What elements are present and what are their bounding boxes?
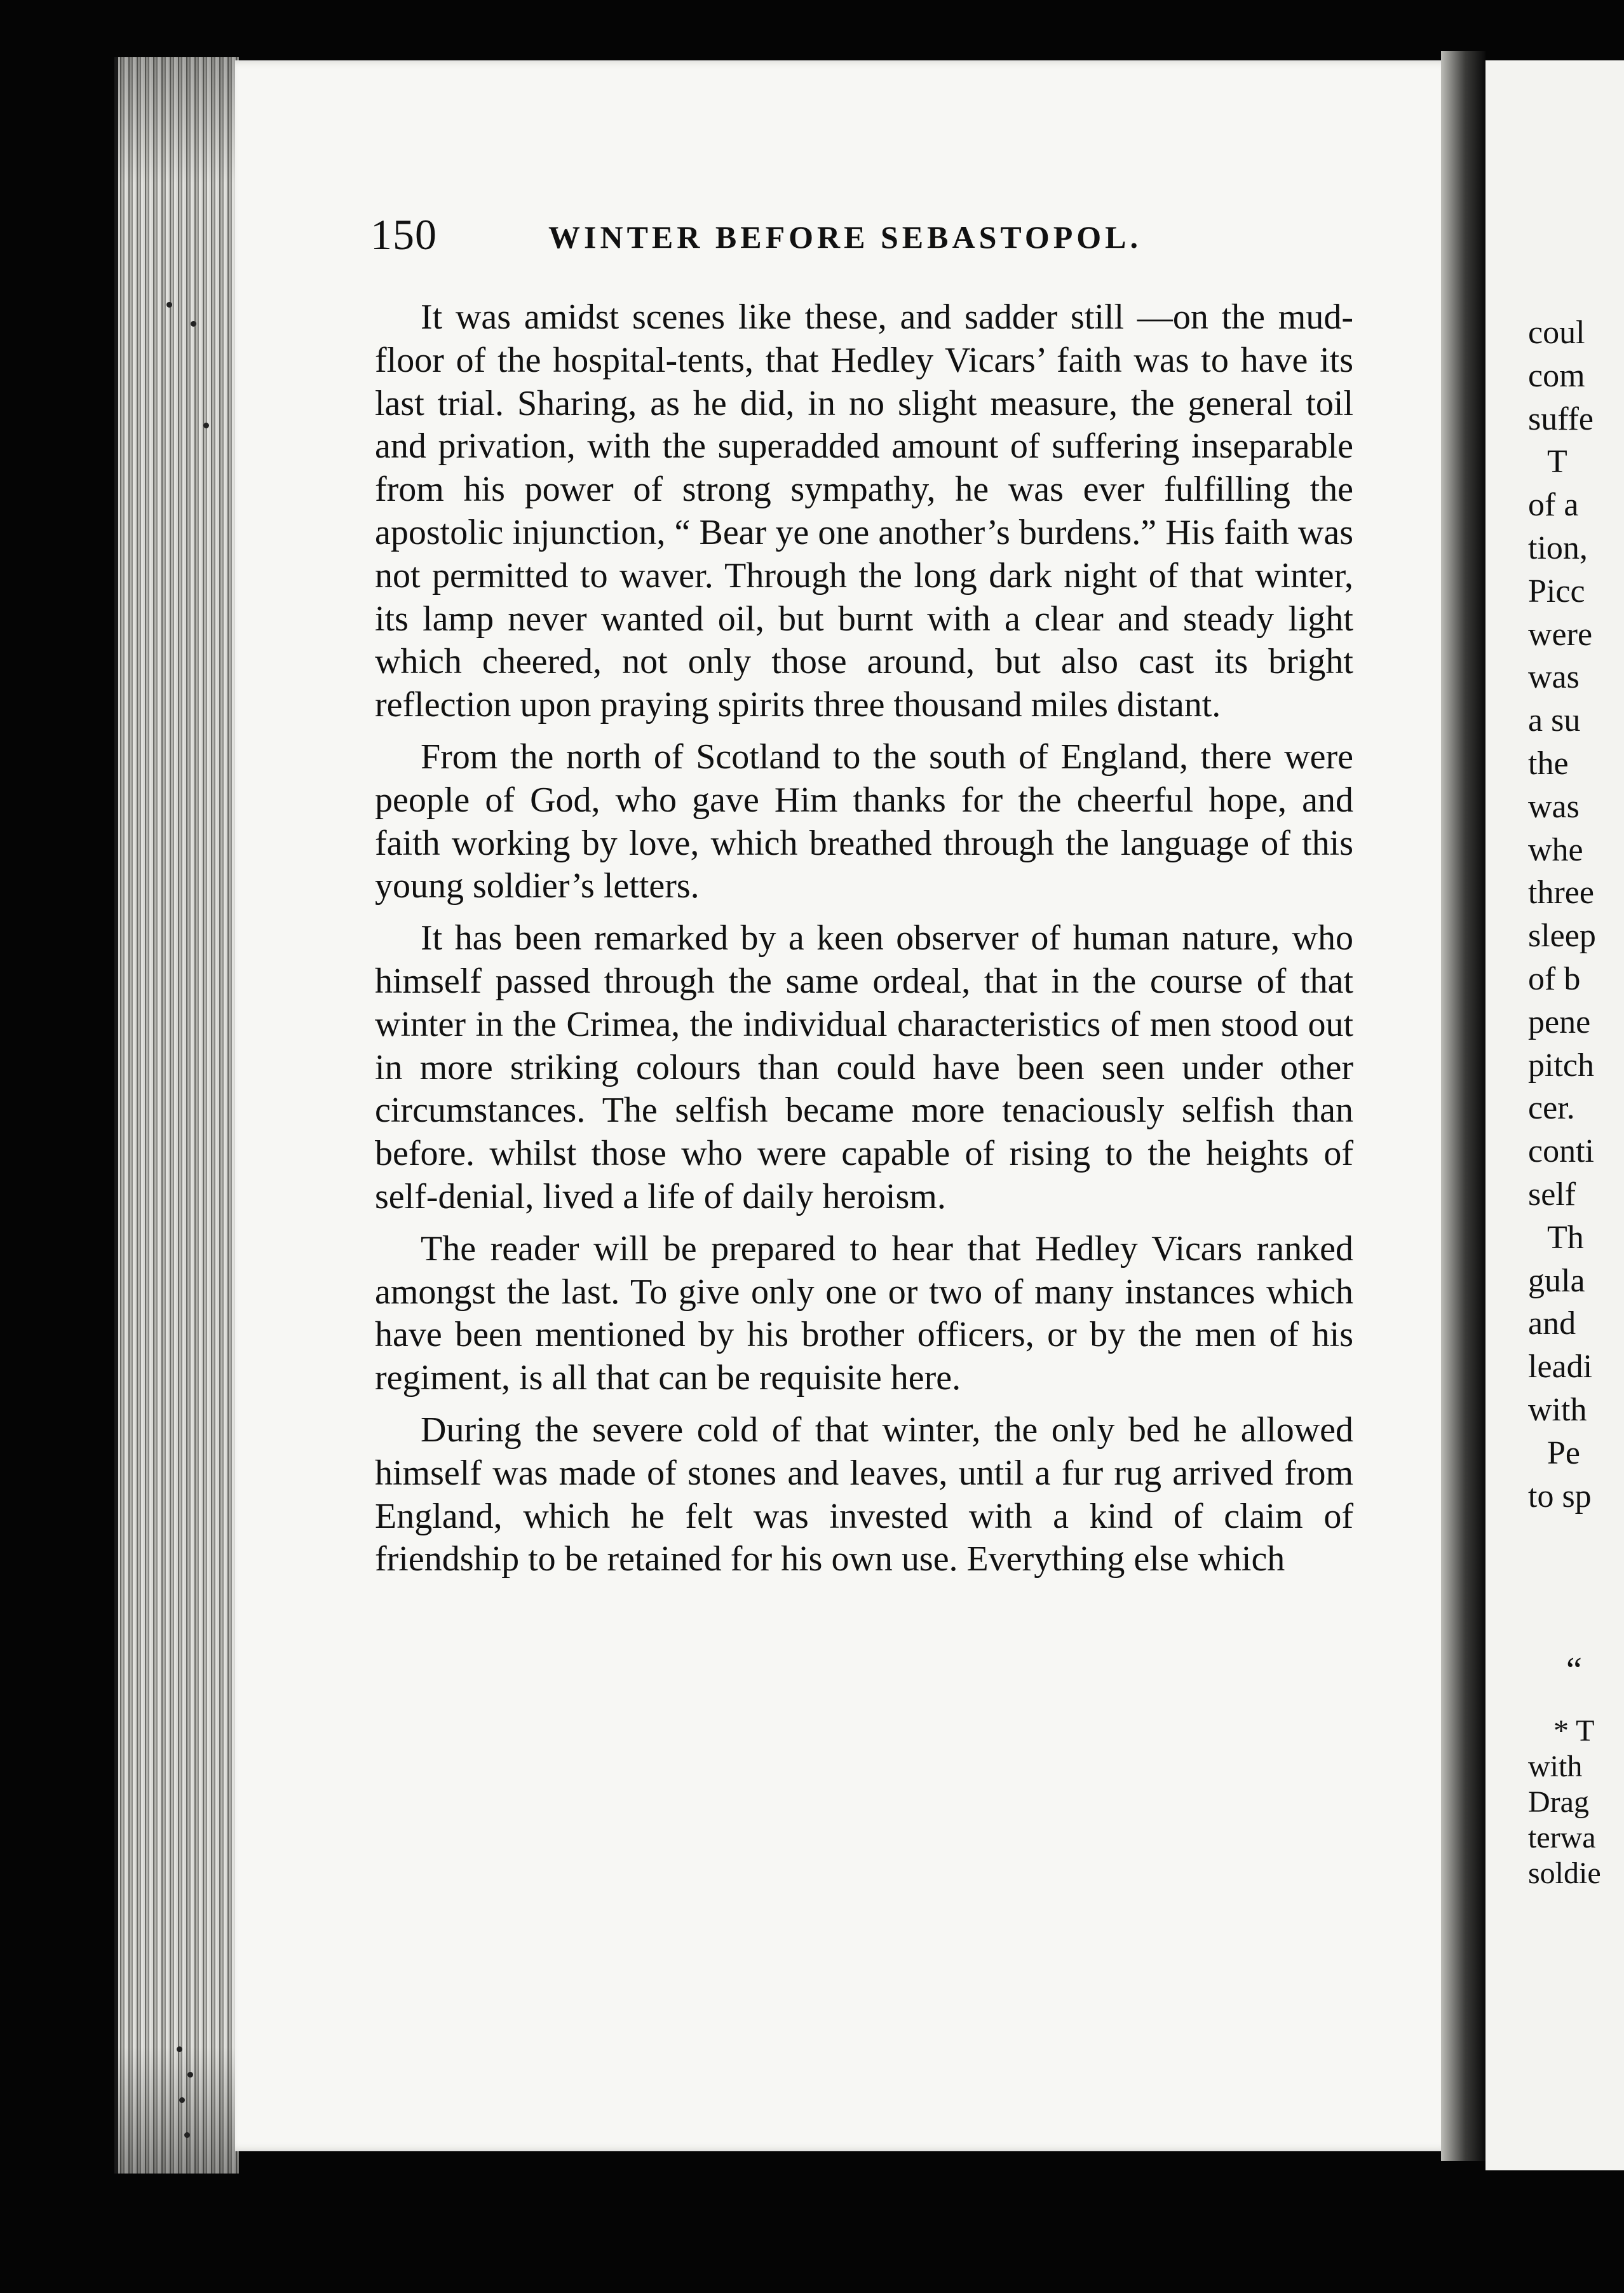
text-fragment: a su [1528,702,1581,739]
opposite-page-text [1528,311,1624,1518]
text-fragment: coul [1528,315,1585,351]
text-fragment: tion, [1528,529,1588,566]
text-fragment: com [1528,357,1585,394]
text-fragment: pene [1528,1004,1591,1040]
text-fragment: three [1528,874,1594,911]
paragraph: The reader will be prepared to hear that Hedley Vicars ranked amongst the last. To give only one or two of many instances which have been mentioned by his brother officers, or by the men of his regiment, is all that can be requisite here. [375,1228,1353,1398]
text-fragment: the [1528,745,1569,782]
gutter-shadow [1441,51,1485,2161]
text-fragment: Drag [1528,1785,1589,1819]
ink-speck [191,321,196,327]
text-fragment: with [1528,1391,1587,1428]
text-fragment: pitch [1528,1047,1594,1084]
text-fragment: of a [1528,487,1579,524]
ink-speck [179,2097,185,2103]
page-header [370,210,1355,267]
ink-speck [203,423,209,428]
opposite-page-footnote [1528,1652,1624,1891]
text-fragment: Pe [1547,1434,1580,1471]
text-fragment: T [1547,444,1567,480]
text-fragment: sleep [1528,918,1596,955]
text-fragment: was [1528,788,1580,825]
ink-speck [184,2132,190,2138]
text-fragment: Picc [1528,573,1585,609]
ink-speck [187,2072,193,2078]
text-fragment: * T [1553,1714,1595,1748]
body-text [375,296,1353,1590]
text-fragment: terwa [1528,1821,1596,1854]
text-fragment: gula [1528,1262,1585,1299]
page-number: 150 [370,210,437,259]
paragraph: During the severe cold of that winter, the only bed he allowed himself was made of stones and leaves, until a fur rug arrived from England, which he felt was invested with a kind of claim of friendship to be retained for his own use. Everything else which [375,1410,1353,1579]
text-fragment: leadi [1528,1349,1593,1385]
text-fragment: self [1528,1176,1576,1213]
text-fragment: suffe [1528,400,1594,437]
text-fragment: of b [1528,960,1581,997]
running-head: WINTER BEFORE SEBASTOPOL. [548,219,1142,255]
book-fore-edge [114,57,239,2174]
paragraph: From the north of Scotland to the south of England, there were people of God, who gave Him thanks for the cheerful hope, and faith working by love, which breathed through the language of this young soldier’s letters. [375,737,1353,906]
text-fragment: cer. [1528,1090,1575,1127]
ink-speck [166,302,172,308]
text-fragment: Th [1547,1219,1584,1256]
text-fragment: with [1528,1750,1583,1783]
ink-speck [177,2046,182,2052]
text-fragment: whe [1528,831,1583,868]
text-fragment: were [1528,616,1593,653]
text-fragment: and [1528,1305,1576,1342]
text-fragment: conti [1528,1133,1594,1170]
text-fragment: was [1528,659,1580,696]
text-fragment: “ [1566,1652,1582,1690]
paragraph: It has been remarked by a keen observer of human nature, who himself passed through the same ordeal, that in the course of that winter in the Crimea, the individual characteristics of men stood out in more striking colours than could have been seen under other circumstances. The selfish became more tenaciously selfish than before. whilst those who were capable of rising to the heights of self-denial, lived a life of daily heroism. [375,918,1353,1216]
text-fragment: to sp [1528,1478,1592,1514]
text-fragment: soldie [1528,1856,1601,1890]
paragraph: It was amidst scenes like these, and sadder still —on the mud-floor of the hospital-tents, that Hedley Vicars’ faith was to have its last trial. Sharing, as he did, in no slight measure, the general toil and privation, with the superadded amount of suffering inseparable from his power of strong sympathy, he was ever fulfilling the apostolic injunction, “ Bear ye one another’s burdens.” His faith was not permitted to waver. Through the long dark night of that winter, its lamp never wanted oil, but burnt with a clear and steady light which cheered, not only those around, but also cast its bright reflection upon praying spirits three thousand miles distant. [375,297,1353,725]
